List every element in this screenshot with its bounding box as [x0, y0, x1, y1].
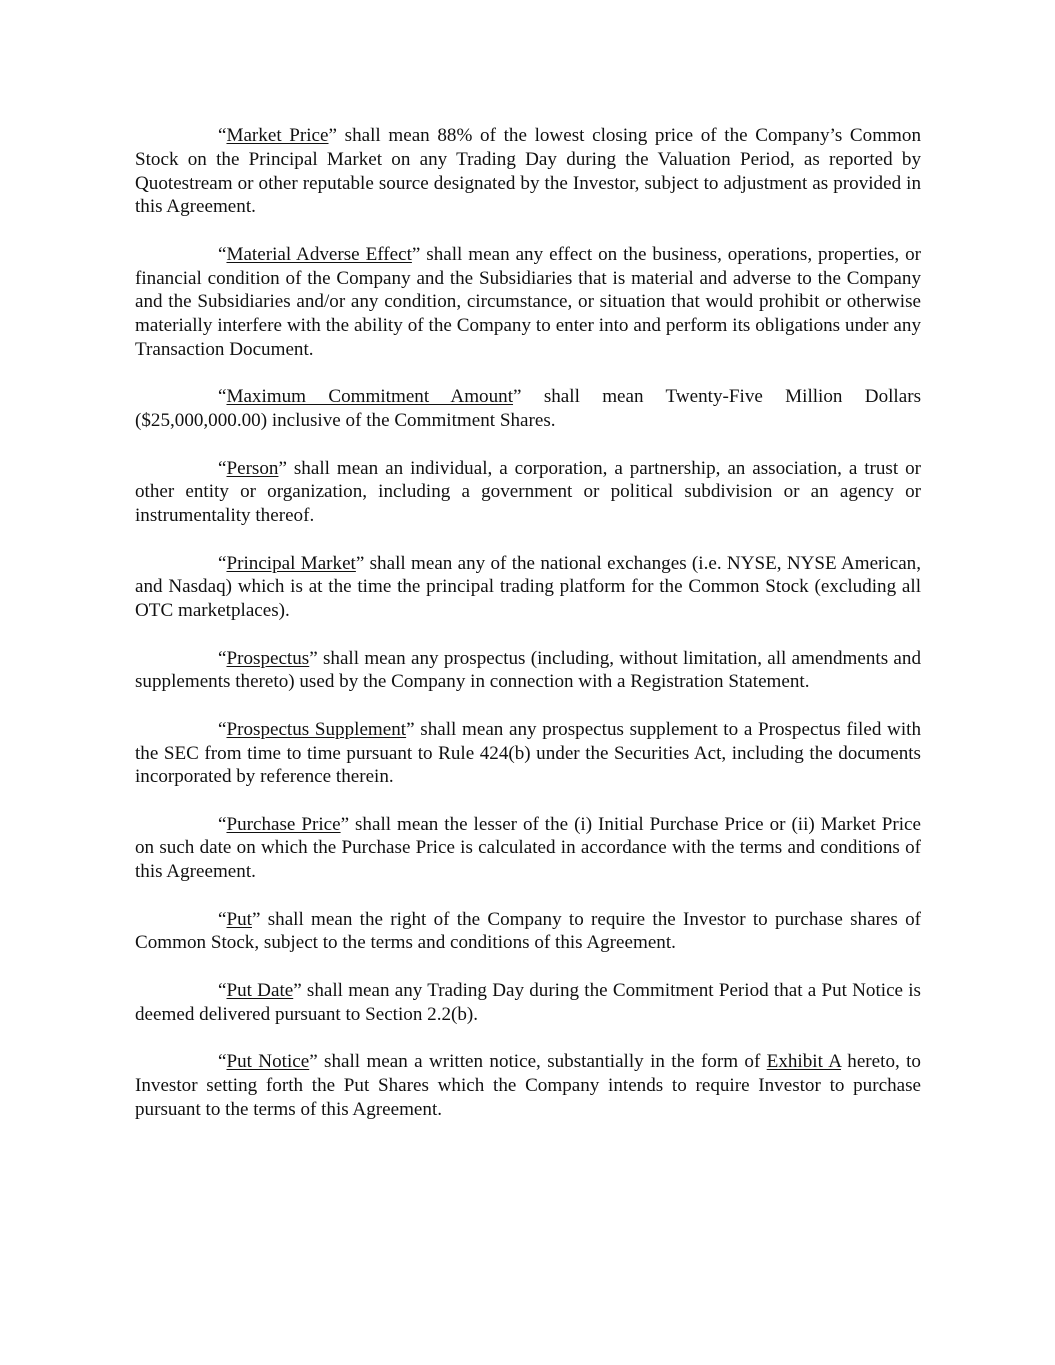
- definition-maximum-commitment-amount: [135, 385, 921, 433]
- definition-body: ” shall mean Twenty-Five Million Dollars ($25,000,000.00) inclusive of the Commitment Shares.: [135, 386, 921, 432]
- defined-term: Material Adverse Effect: [226, 243, 412, 265]
- defined-term: Market Price: [226, 125, 329, 146]
- definition-body: ” shall mean any prospectus (including, without limitation, all amendments and supplements thereto) used by the Company in connection with a Registration Statement.: [135, 647, 921, 693]
- open-quote: “: [218, 1051, 227, 1073]
- open-quote: “: [218, 718, 227, 740]
- definition-put-notice: [135, 1050, 921, 1121]
- open-quote: “: [218, 813, 227, 835]
- open-quote: “: [218, 979, 227, 1001]
- definition-put-date: [135, 979, 921, 1027]
- open-quote: “: [218, 647, 227, 669]
- definition-body: ” shall mean the lesser of the (i) Initial Purchase Price or (ii) Market Price on such date on which the Purchase Price is calculated in accordance with the terms and conditions of this Agreement.: [135, 813, 922, 883]
- definition-body: ” shall mean the right of the Company to require the Investor to purchase shares of Common Stock, subject to the terms and conditions of this Agreement.: [135, 908, 921, 954]
- open-quote: “: [218, 457, 227, 479]
- defined-term: Prospectus Supplement: [226, 718, 407, 740]
- definition-body: ” shall mean an individual, a corporation, a partnership, an association, a trust or other entity or organization, including a government or political subdivision or an agency or instrumentality thereof.: [135, 457, 921, 527]
- defined-term: Put Notice: [226, 1051, 310, 1073]
- definition-material-adverse-effect: [135, 243, 921, 362]
- definition-body: ” shall mean any effect on the business, operations, properties, or financial condition of the Company and the Subsidiaries that is material and adverse to the Company and the Subsidiaries and/or any condition, circumstance, or situation that would prohibit or otherwise materially interfere with the ability of the Company to enter into and perform its obligations under any Transaction Document.: [135, 243, 922, 360]
- open-quote: “: [218, 908, 227, 930]
- definitions-section: [135, 124, 921, 1145]
- definition-body-continued: hereto, to Investor setting forth the Put Shares which the Company intends to require Investor to purchase pursuant to the terms of this Agreement.: [135, 1051, 921, 1120]
- open-quote: “: [218, 125, 227, 146]
- definition-purchase-price: [135, 813, 921, 884]
- definition-principal-market: [135, 552, 921, 623]
- open-quote: “: [218, 552, 227, 574]
- defined-term: Maximum Commitment Amount: [226, 386, 514, 408]
- defined-term: Principal Market: [226, 552, 356, 574]
- definition-prospectus-supplement: [135, 718, 921, 789]
- definition-market-price: [135, 124, 921, 219]
- exhibit-a-reference: Exhibit A: [766, 1051, 841, 1073]
- defined-term: Put: [226, 908, 252, 930]
- definition-body: ” shall mean any of the national exchanges (i.e. NYSE, NYSE American, and Nasdaq) which is at the time the principal trading platform for the Common Stock (excluding all OTC marketplaces).: [135, 552, 921, 622]
- defined-term: Prospectus: [226, 647, 310, 669]
- defined-term: Person: [226, 457, 279, 479]
- definition-prospectus: [135, 647, 921, 695]
- definition-person: [135, 457, 921, 528]
- defined-term: Put Date: [226, 979, 294, 1001]
- definition-body: ” shall mean 88% of the lowest closing price of the Company’s Common Stock on the Principal Market on any Trading Day during the Valuation Period, as reported by Quotestream or other reputable source designated by the Investor, subject to adjustment as provided in this Agreement.: [135, 125, 921, 218]
- definition-body: ” shall mean a written notice, substantially in the form of: [309, 1051, 767, 1073]
- definition-body: ” shall mean any prospectus supplement to a Prospectus filed with the SEC from time to time pursuant to Rule 424(b) under the Securities Act, including the documents incorporated by reference therein.: [135, 718, 921, 788]
- open-quote: “: [218, 386, 227, 408]
- defined-term: Purchase Price: [226, 813, 341, 835]
- definition-body: ” shall mean any Trading Day during the Commitment Period that a Put Notice is deemed delivered pursuant to Section 2.2(b).: [135, 979, 921, 1025]
- definition-put: [135, 908, 921, 956]
- open-quote: “: [218, 243, 227, 265]
